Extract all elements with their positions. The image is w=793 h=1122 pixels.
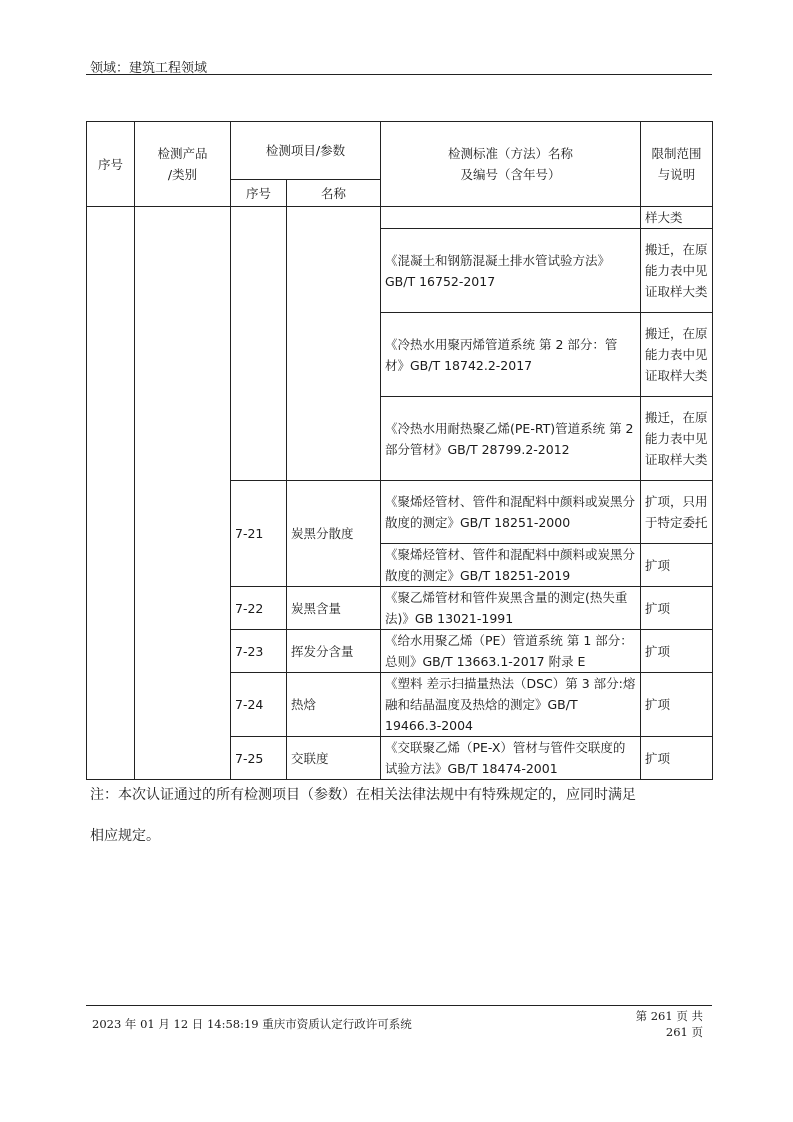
standard-cell: 《聚乙烯管材和管件炭黑含量的测定(热失重法)》GB 13021-1991 <box>381 587 641 630</box>
limit-cell: 扩项 <box>641 673 713 737</box>
limit-cell: 搬迁，在原能力表中见证取样大类 <box>641 229 713 313</box>
standard-cell: 《聚烯烃管材、管件和混配料中颜料或炭黑分散度的测定》GB/T 18251-2019 <box>381 544 641 587</box>
item-seq: 7-24 <box>231 673 287 737</box>
limit-cell: 样大类 <box>641 207 713 229</box>
standard-cell: 《混凝土和钢筋混凝土排水管试验方法》GB/T 16752-2017 <box>381 229 641 313</box>
limit-cell: 搬迁，在原能力表中见证取样大类 <box>641 397 713 481</box>
footer-page-number: 第 261 页 共 261 页 <box>635 1009 703 1039</box>
standard-cell: 《塑料 差示扫描量热法（DSC）第 3 部分:熔融和结晶温度及热焓的测定》GB/T 19466.3-2004 <box>381 673 641 737</box>
item-seq: 7-21 <box>231 481 287 587</box>
standard-cell: 《冷热水用耐热聚乙烯(PE-RT)管道系统 第 2 部分管材》GB/T 28799.2-2012 <box>381 397 641 481</box>
item-seq: 7-22 <box>231 587 287 630</box>
item-name: 交联度 <box>287 737 381 780</box>
standard-cell: 《交联聚乙烯（PE-X）管材与管件交联度的试验方法》GB/T 18474-2001 <box>381 737 641 780</box>
standard-cell: 《聚烯烃管材、管件和混配料中颜料或炭黑分散度的测定》GB/T 18251-2000 <box>381 481 641 544</box>
accreditation-table <box>86 121 713 780</box>
limit-cell: 扩项 <box>641 544 713 587</box>
note-line-2: 相应规定。 <box>90 828 160 844</box>
standard-cell: 《给水用聚乙烯（PE）管道系统 第 1 部分：总则》GB/T 13663.1-2017 附录 E <box>381 630 641 673</box>
header-domain: 领域：建筑工程领域 <box>90 61 208 76</box>
limit-cell: 扩项 <box>641 630 713 673</box>
header-limits: 限制范围 与说明 <box>641 122 713 207</box>
limit-cell: 扩项 <box>641 737 713 780</box>
header-item-name: 名称 <box>287 180 381 207</box>
item-seq: 7-23 <box>231 630 287 673</box>
header-item-seq: 序号 <box>231 180 287 207</box>
standard-cell <box>381 207 641 229</box>
cell-category-blank <box>135 207 231 780</box>
footer-timestamp: 2023 年 01 月 12 日 14:58:19 重庆市资质认定行政许可系统 <box>92 1017 412 1031</box>
header-item-group: 检测项目/参数 <box>231 122 381 180</box>
item-name: 挥发分含量 <box>287 630 381 673</box>
item-name: 炭黑分散度 <box>287 481 381 587</box>
header-standard: 检测标准（方法）名称 及编号（含年号） <box>381 122 641 207</box>
header-category: 检测产品 /类别 <box>135 122 231 207</box>
item-name: 热焓 <box>287 673 381 737</box>
header-seq: 序号 <box>87 122 135 207</box>
header-divider <box>86 74 712 75</box>
item-name: 炭黑含量 <box>287 587 381 630</box>
cell-seq-blank <box>87 207 135 780</box>
limit-cell: 扩项，只用于特定委托 <box>641 481 713 544</box>
cell-item-name-blank <box>287 207 381 481</box>
limit-cell: 扩项 <box>641 587 713 630</box>
note-line-1: 注：本次认证通过的所有检测项目（参数）在相关法律法规中有特殊规定的，应同时满足 <box>90 787 636 803</box>
footer-divider <box>86 1005 712 1006</box>
standard-cell: 《冷热水用聚丙烯管道系统 第 2 部分：管材》GB/T 18742.2-2017 <box>381 313 641 397</box>
limit-cell: 搬迁，在原能力表中见证取样大类 <box>641 313 713 397</box>
cell-item-seq-blank <box>231 207 287 481</box>
item-seq: 7-25 <box>231 737 287 780</box>
